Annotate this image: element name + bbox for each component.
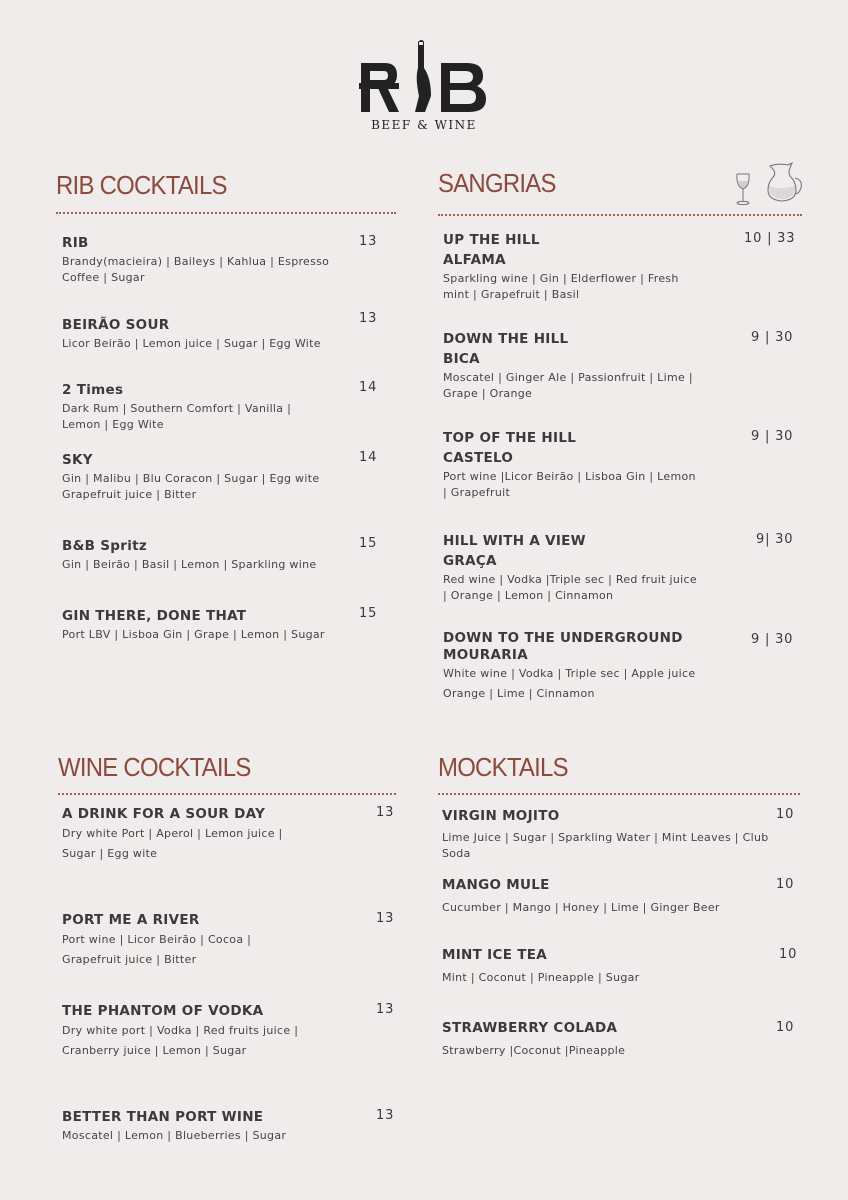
item-price: 10 | 33 bbox=[744, 231, 796, 246]
item-name: MANGO MULE bbox=[442, 877, 550, 893]
item-description: Gin | Malibu | Blu Coracon | Sugar | Egg wite Grapefruit juice | Bitter bbox=[62, 472, 320, 501]
item-name: THE PHANTOM OF VODKA bbox=[62, 1003, 264, 1019]
item-description: Red wine | Vodka |Triple sec | Red fruit juice | Orange | Lemon | Cinnamon bbox=[443, 573, 697, 602]
menu-item bbox=[62, 536, 362, 573]
item-description: Gin | Beirão | Basil | Lemon | Sparkling wine bbox=[62, 558, 317, 571]
item-description: Mint | Coconut | Pineapple | Sugar bbox=[442, 971, 640, 984]
item-description: White wine | Vodka | Triple sec | Apple juice Orange | Lime | Cinnamon bbox=[443, 667, 696, 700]
item-description: Dry white port | Vodka | Red fruits juice | Cranberry juice | Lemon | Sugar bbox=[62, 1024, 299, 1057]
wine-glass-icon bbox=[734, 172, 752, 206]
menu-item bbox=[62, 804, 362, 864]
item-name: 2 Times bbox=[62, 382, 124, 398]
item-name: VIRGIN MOJITO bbox=[442, 808, 560, 824]
menu-item bbox=[62, 380, 362, 433]
item-description: Lime Juice | Sugar | Sparkling Water | Mint Leaves | Club Soda bbox=[442, 831, 769, 860]
menu-item bbox=[62, 233, 362, 286]
item-price: 13 bbox=[376, 911, 395, 926]
item-price: 10 bbox=[776, 1020, 795, 1035]
pitcher-icon bbox=[764, 162, 804, 204]
brand-tagline: BEEF & WINE bbox=[371, 118, 477, 132]
menu-item bbox=[62, 450, 362, 503]
section-title: MOCKTAILS bbox=[438, 752, 568, 782]
rib-logo-icon bbox=[359, 38, 489, 116]
menu-item bbox=[442, 875, 782, 916]
item-price: 13 bbox=[359, 311, 378, 326]
item-name: HILL WITH A VIEW GRAÇA bbox=[443, 533, 586, 569]
item-name: STRAWBERRY COLADA bbox=[442, 1020, 618, 1036]
section-title: RIB COCKTAILS bbox=[56, 170, 227, 200]
item-name: A DRINK FOR A SOUR DAY bbox=[62, 806, 266, 822]
item-description: Strawberry |Coconut |Pineapple bbox=[442, 1044, 626, 1057]
item-name: B&B Spritz bbox=[62, 538, 148, 554]
item-price: 13 bbox=[376, 805, 395, 820]
item-description: Moscatel | Ginger Ale | Passionfruit | Lime | Grape | Orange bbox=[443, 371, 693, 400]
item-price: 9 | 30 bbox=[751, 330, 794, 345]
menu-item bbox=[442, 806, 782, 862]
item-price: 14 bbox=[359, 450, 378, 465]
item-description: Brandy(macieira) | Baileys | Kahlua | Espresso Coffee | Sugar bbox=[62, 255, 330, 284]
menu-item bbox=[62, 1107, 362, 1144]
item-price: 10 bbox=[776, 877, 795, 892]
menu-item bbox=[442, 1018, 782, 1059]
item-description: Dark Rum | Southern Comfort | Vanilla | Lemon | Egg Wite bbox=[62, 402, 292, 431]
section-rib-cocktails bbox=[56, 170, 398, 670]
section-divider bbox=[56, 212, 396, 214]
item-description: Licor Beirão | Lemon juice | Sugar | Egg Wite bbox=[62, 337, 321, 350]
item-price: 10 bbox=[779, 947, 798, 962]
item-name: SKY bbox=[62, 452, 93, 468]
section-title: WINE COCKTAILS bbox=[58, 752, 251, 782]
menu-item bbox=[62, 1001, 362, 1061]
menu-item bbox=[62, 606, 362, 643]
section-sangrias bbox=[438, 168, 804, 708]
section-title: SANGRIAS bbox=[438, 168, 556, 198]
menu-item bbox=[443, 329, 723, 402]
item-price: 13 bbox=[376, 1108, 395, 1123]
item-price: 15 bbox=[359, 536, 378, 551]
item-price: 13 bbox=[359, 234, 378, 249]
menu-item bbox=[442, 945, 782, 986]
brand-logo bbox=[0, 38, 848, 132]
item-name: MINT ICE TEA bbox=[442, 947, 547, 963]
item-name: RIB bbox=[62, 235, 89, 251]
item-price: 14 bbox=[359, 380, 378, 395]
menu-item bbox=[443, 230, 723, 303]
item-name: PORT ME A RIVER bbox=[62, 912, 200, 928]
item-price: 15 bbox=[359, 606, 378, 621]
item-description: Port LBV | Lisboa Gin | Grape | Lemon | Sugar bbox=[62, 628, 325, 641]
item-name: BETTER THAN PORT WINE bbox=[62, 1109, 264, 1125]
item-price: 9| 30 bbox=[756, 532, 794, 547]
item-description: Sparkling wine | Gin | Elderflower | Fresh mint | Grapefruit | Basil bbox=[443, 272, 679, 301]
item-name: DOWN THE HILL BICA bbox=[443, 331, 569, 367]
item-name: GIN THERE, DONE THAT bbox=[62, 608, 247, 624]
item-name: DOWN TO THE UNDERGROUND MOURARIA bbox=[443, 630, 683, 663]
item-price: 10 bbox=[776, 807, 795, 822]
item-description: Port wine |Licor Beirão | Lisboa Gin | Lemon | Grapefruit bbox=[443, 470, 696, 499]
section-divider bbox=[438, 793, 800, 795]
item-description: Port wine | Licor Beirão | Cocoa | Grapefruit juice | Bitter bbox=[62, 933, 252, 966]
item-description: Cucumber | Mango | Honey | Lime | Ginger Beer bbox=[442, 901, 720, 914]
section-mocktails bbox=[438, 752, 804, 1072]
section-wine-cocktails bbox=[58, 752, 400, 1152]
section-divider bbox=[58, 793, 396, 795]
item-name: BEIRÃO SOUR bbox=[62, 317, 170, 333]
item-description: Moscatel | Lemon | Blueberries | Sugar bbox=[62, 1129, 287, 1142]
item-name: UP THE HILL ALFAMA bbox=[443, 232, 540, 268]
item-price: 13 bbox=[376, 1002, 395, 1017]
item-price: 9 | 30 bbox=[751, 632, 794, 647]
menu-item bbox=[62, 315, 362, 352]
section-divider bbox=[438, 214, 802, 216]
item-price: 9 | 30 bbox=[751, 429, 794, 444]
menu-item bbox=[443, 531, 723, 604]
menu-item bbox=[443, 428, 723, 501]
item-description: Dry white Port | Aperol | Lemon juice | Sugar | Egg wite bbox=[62, 827, 283, 860]
item-name: TOP OF THE HILL CASTELO bbox=[443, 430, 577, 466]
menu-item bbox=[443, 630, 733, 704]
menu-item bbox=[62, 910, 362, 970]
